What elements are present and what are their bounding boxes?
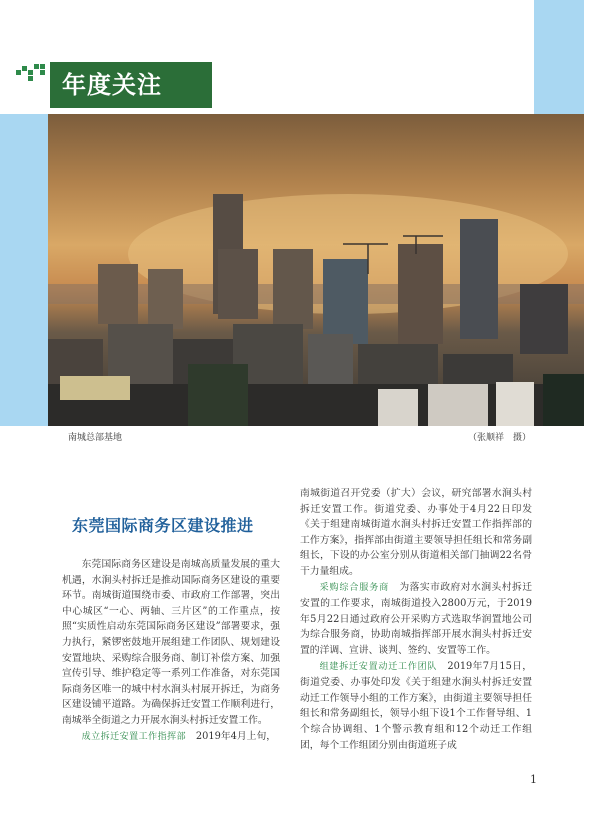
subsection-head-command: 成立拆迁安置工作指挥部 [81,731,187,742]
left-subsection-paragraph [62,729,280,746]
city-skyline-photo [48,114,584,426]
article-column-left [62,557,280,745]
article-column-right [300,486,532,753]
subsection-text-service: 为落实市政府对水涧头村拆迁安置的工作要求，南城街道投入2800万元，于2019年5月22日通过政府公开采购方式选取华润置地公司为综合服务商，协助南城指挥部开展水涧头村拆迁安置的洋调、宣讲、谈判、签约、安置等工作。 [300,581,532,656]
subsection-head-service: 采购综合服务商 [319,582,390,593]
subsection-head-team: 组建拆迁安置动迁工作团队 [319,661,438,672]
photo-credit: （张顺祥 摄） [468,433,532,443]
subsection-text-command: 2019年4月上旬， [195,730,277,742]
subsection-text-team: 2019年7月15日，街道党委、办事处印发《关于组建水涧头村拆迁安置动迁工作领导小组的工作方案》，由街道主要领导担任组长和常务副组长，领导小组下设1个工作督导组、1个综合协调组、1个警示教育组和12个动迁工作组团，每个工作组团分别由街道班子成 [300,660,532,751]
intro-paragraph: 东莞国际商务区建设是南城高质量发展的重大机遇，水涧头村拆迁是推动国际商务区建设的重要环节。南城街道围绕市委、市政府工作部署，突出中心城区“一心、两轴、三片区”的工作重点，按照“实质性启动东莞国际商务区建设”部署要求，强力执行，紧锣密鼓地开展组建工作团队、规划建设安置地块、采购综合服务商、制订补偿方案、加强宣传引导、维护稳定等一系列工作准备，对东莞国际商务区唯一的城中村水涧头村展开拆迁，为商务区建设铺平道路。为确保拆迁安置工作顺利进行，南城举全街道之力开展水涧头村拆迁安置工作。 [62,559,280,726]
photo-caption: 南城总部基地 [68,433,123,443]
right-subsection-1 [300,580,532,659]
blue-block-left [0,114,48,426]
right-paragraph-1: 南城街道召开党委（扩大）会议，研究部署水涧头村拆迁安置工作。街道党委、办事处于4月22日印发《关于组建南城街道水涧头村拆迁安置工作指挥部的工作方案》，指挥部由街道主要领导担任组长和常务副组长，下设的办公室分别从街道相关部门抽调22名骨干力量组成。 [300,488,532,577]
article-title: 东莞国际商务区建设推进 [72,516,254,535]
right-subsection-2 [300,659,532,754]
page-number: 1 [530,773,537,786]
section-header: 年度关注 [50,62,212,108]
blue-block-top-right [534,0,584,114]
